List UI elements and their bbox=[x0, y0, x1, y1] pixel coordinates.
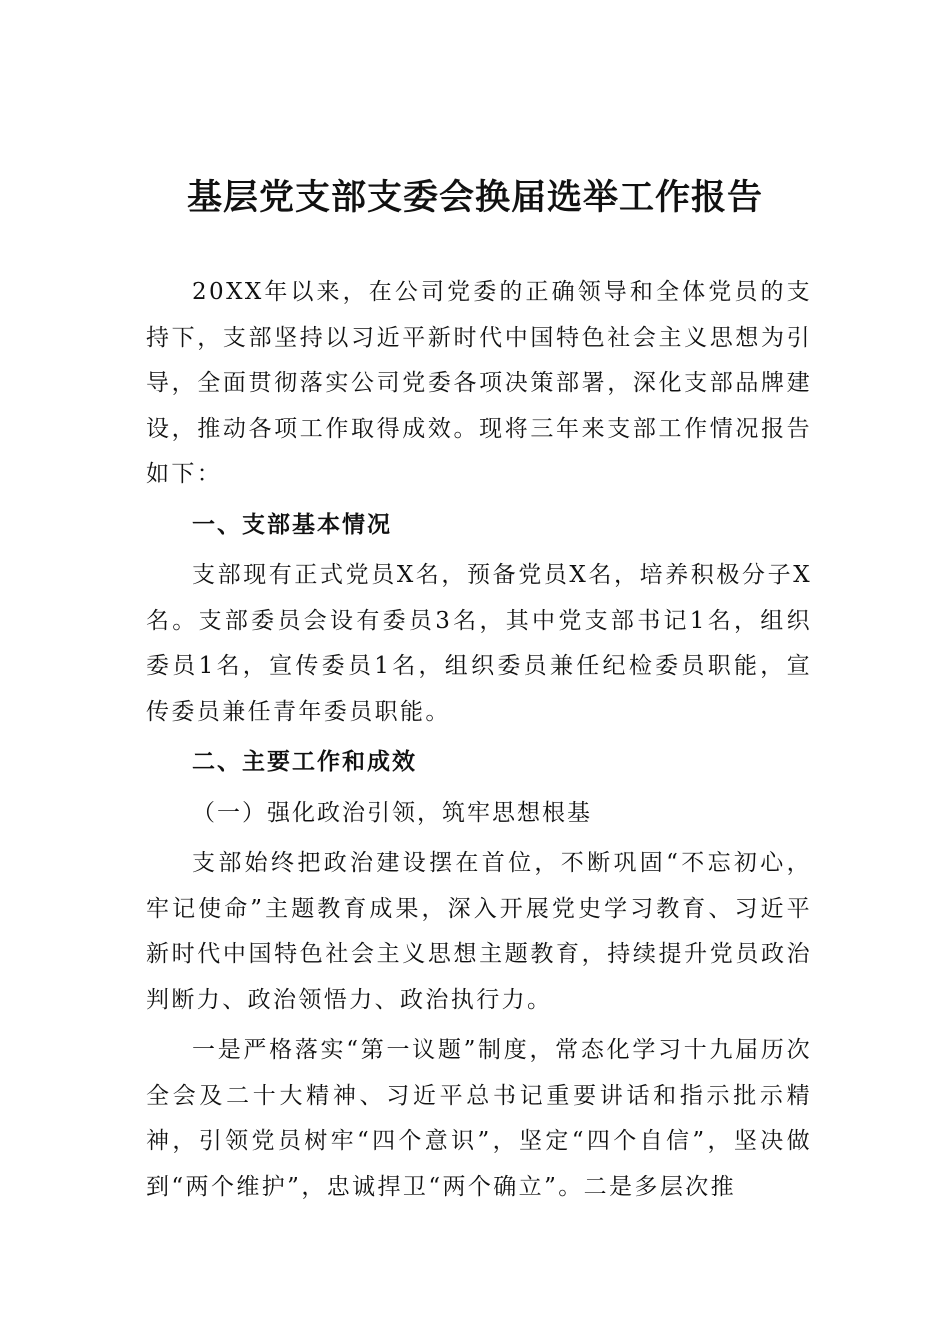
subsection-heading-political-guidance: （一）强化政治引领，筑牢思想根基 bbox=[192, 799, 592, 826]
document-title: 基层党支部支委会换届选举工作报告 bbox=[186, 178, 763, 218]
document-body bbox=[146, 270, 812, 1215]
political-guidance-paragraph: 支部始终把政治建设摆在首位，不断巩固“不忘初心，牢记使命”主题教育成果，深入开展党史学习教育、习近平新时代中国特色社会主义思想主题教育，持续提升党员政治判断力、政治领悟力、政治执行力。 bbox=[146, 850, 812, 1013]
first-topic-paragraph: 一是严格落实“第一议题”制度，常态化学习十九届历次全会及二十大精神、习近平总书记重要讲话和指示批示精神，引领党员树牢“四个意识”，坚定“四个自信”，坚决做到“两个维护”，忠诚捍卫“两个确立”。二是多层次推 bbox=[146, 1037, 812, 1200]
section-heading-basic-info: 一、支部基本情况 bbox=[192, 511, 392, 538]
intro-paragraph: 20XX年以来，在公司党委的正确领导和全体党员的支持下，支部坚持以习近平新时代中国特色社会主义思想为引导，全面贯彻落实公司党委各项决策部署，深化支部品牌建设，推动各项工作取得成效。现将三年来支部工作情况报告如下： bbox=[146, 279, 812, 487]
basic-info-paragraph: 支部现有正式党员X名，预备党员X名，培养积极分子X名。支部委员会设有委员3名，其中党支部书记1名，组织委员1名，宣传委员1名，组织委员兼任纪检委员职能，宣传委员兼任青年委员职能。 bbox=[146, 562, 812, 725]
section-heading-main-work: 二、主要工作和成效 bbox=[192, 749, 417, 775]
